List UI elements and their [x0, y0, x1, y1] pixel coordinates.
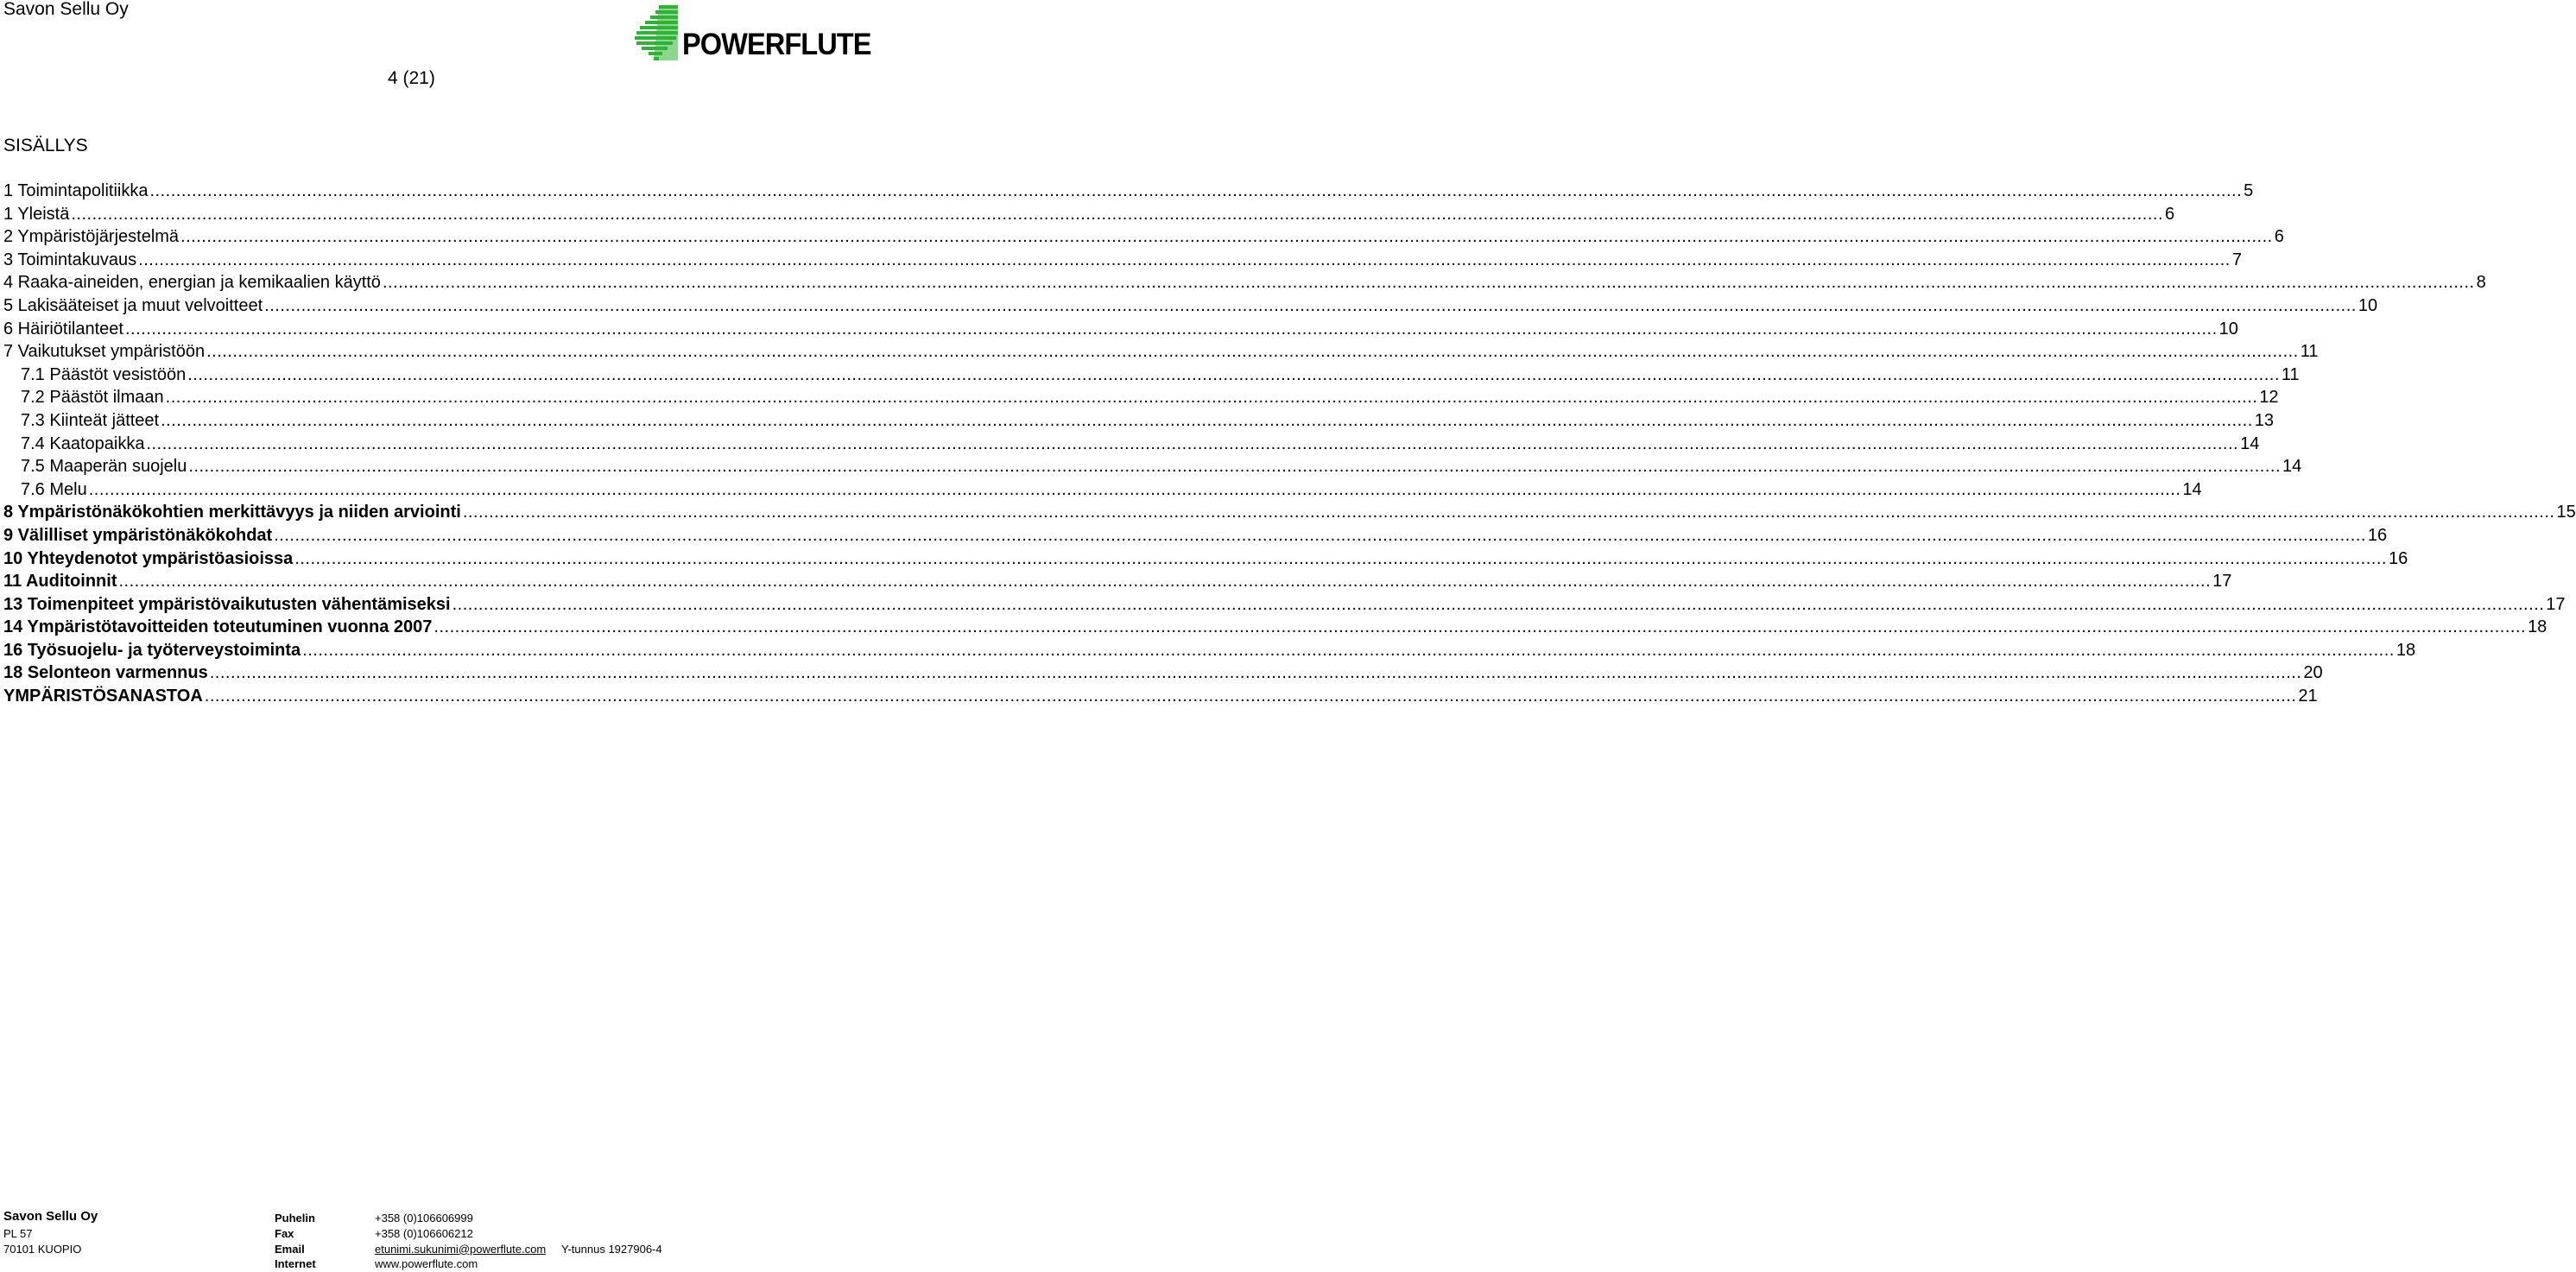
toc-entry[interactable]	[3, 271, 2486, 294]
toc-entry-title: 13 Toimenpiteet ympäristövaikutusten vähentämiseksi	[3, 594, 451, 614]
toc-entry-title: 9 Välilliset ympäristönäkökohdat	[3, 525, 273, 545]
footer-website-link[interactable]: www.powerflute.com	[375, 1257, 478, 1270]
footer-email-link[interactable]: etunimi.sukunimi@powerflute.com	[375, 1242, 547, 1256]
toc-dot-leader: ................................................................................................................................................................................................................................................................................................................................................................................................................	[180, 227, 2273, 247]
toc-entry-page: 14	[2282, 457, 2302, 477]
toc-dot-leader: ................................................................................................................................................................................................................................................................................................................................................................................................................	[118, 572, 2212, 592]
toc-entry-page: 10	[2218, 319, 2238, 339]
toc-entry-page: 13	[2254, 410, 2275, 430]
toc-entry-title: 2 Ympäristöjärjestelmä	[3, 227, 180, 247]
footer-fax-label: Fax	[275, 1227, 294, 1240]
toc-entry[interactable]	[3, 409, 2275, 433]
toc-dot-leader: ................................................................................................................................................................................................................................................................................................................................................................................................................	[382, 273, 2475, 293]
toc-dot-leader: ................................................................................................................................................................................................................................................................................................................................................................................................................	[462, 503, 2555, 522]
toc-entry-title: YMPÄRISTÖSANASTOA	[3, 687, 203, 706]
toc-entry-title: 18 Selonteon varmennus	[3, 663, 208, 683]
toc-entry-title: 7.1 Päästöt vesistöön	[21, 364, 187, 384]
toc-entry-title: 3 Toimintakuvaus	[3, 250, 137, 269]
toc-entry-page: 6	[2165, 204, 2175, 224]
toc-entry-title: 5 Lakisääteiset ja muut velvoitteet	[3, 295, 263, 315]
toc-entry-title: 4 Raaka-aineiden, energian ja kemikaalien käyttö	[3, 273, 381, 293]
toc-entry-title: 6 Häiriötilanteet	[3, 319, 123, 339]
toc-entry[interactable]	[3, 593, 2566, 617]
toc-entry-page: 18	[2396, 640, 2416, 660]
toc-dot-leader: ................................................................................................................................................................................................................................................................................................................................................................................................................	[206, 342, 2299, 362]
toc-entry-title: 14 Ympäristötavoitteiden toteutuminen vuonna 2007	[3, 617, 433, 637]
footer-po-box: PL 57	[3, 1227, 33, 1240]
toc-entry-title: 7.5 Maaperän suojelu	[21, 457, 187, 477]
header-company-name: Savon Sellu Oy	[3, 0, 129, 19]
toc-entry-title: 7.6 Melu	[21, 479, 87, 499]
toc-dot-leader: ................................................................................................................................................................................................................................................................................................................................................................................................................	[274, 525, 2366, 545]
footer-internet-label: Internet	[275, 1257, 316, 1270]
toc-entry[interactable]	[3, 433, 2260, 456]
toc-entry-page: 5	[2244, 181, 2254, 200]
toc-entry-page: 10	[2358, 295, 2378, 315]
toc-entry[interactable]	[3, 661, 2323, 685]
toc-dot-leader: ................................................................................................................................................................................................................................................................................................................................................................................................................	[161, 410, 2253, 430]
toc-entry[interactable]	[3, 294, 2378, 318]
footer-postal-address: 70101 KUOPIO	[3, 1242, 82, 1256]
toc-dot-leader: ................................................................................................................................................................................................................................................................................................................................................................................................................	[149, 181, 2243, 200]
page-number: 4 (21)	[388, 68, 435, 88]
toc-entry-page: 17	[2212, 572, 2232, 592]
toc-dot-leader: ................................................................................................................................................................................................................................................................................................................................................................................................................	[204, 687, 2297, 706]
toc-entry-title: 11 Auditoinnit	[3, 572, 117, 592]
toc-entry[interactable]	[3, 478, 2202, 502]
toc-entry[interactable]	[3, 616, 2548, 639]
toc-entry[interactable]	[3, 386, 2279, 409]
toc-entry-title: 7 Vaikutukset ympäristöön	[3, 342, 206, 362]
toc-entry-page: 12	[2259, 388, 2279, 408]
toc-dot-leader: ................................................................................................................................................................................................................................................................................................................................................................................................................	[264, 295, 2357, 315]
toc-entry-title: 7.3 Kiinteät jätteet	[21, 410, 160, 430]
footer-company-name: Savon Sellu Oy	[3, 1209, 98, 1224]
toc-dot-leader: ................................................................................................................................................................................................................................................................................................................................................................................................................	[188, 457, 2282, 477]
toc-entry-title: 7.2 Päästöt ilmaan	[21, 388, 164, 408]
toc-entry-page: 18	[2528, 617, 2548, 637]
footer-business-id: Y-tunnus 1927906-4	[561, 1242, 662, 1256]
toc-dot-leader: ................................................................................................................................................................................................................................................................................................................................................................................................................	[88, 479, 2181, 499]
toc-entry-page: 21	[2298, 687, 2318, 706]
table-of-contents	[3, 180, 2576, 708]
toc-dot-leader: ................................................................................................................................................................................................................................................................................................................................................................................................................	[146, 433, 2239, 453]
toc-dot-leader: ................................................................................................................................................................................................................................................................................................................................................................................................................	[124, 319, 2218, 339]
toc-entry-page: 15	[2556, 503, 2576, 522]
toc-entry-title: 10 Yhteydenotot ympäristöasioissa	[3, 548, 294, 568]
toc-entry-title: 7.4 Kaatopaikka	[21, 433, 145, 453]
toc-entry-page: 7	[2231, 250, 2242, 269]
toc-dot-leader: ................................................................................................................................................................................................................................................................................................................................................................................................................	[302, 640, 2395, 660]
toc-entry-title: 1 Yleistä	[3, 204, 70, 224]
footer-phone-label: Puhelin	[275, 1212, 315, 1225]
toc-entry-title: 8 Ympäristönäkökohtien merkittävyys ja niiden arviointi	[3, 503, 461, 522]
toc-dot-leader: ................................................................................................................................................................................................................................................................................................................................................................................................................	[452, 594, 2545, 614]
logo-wordmark: POWERFLUTE	[682, 28, 871, 61]
footer-phone-value: +358 (0)106606999	[375, 1212, 473, 1225]
toc-entry[interactable]	[3, 639, 2416, 662]
toc-entry-page: 14	[2182, 479, 2202, 499]
toc-dot-leader: ................................................................................................................................................................................................................................................................................................................................................................................................................	[209, 663, 2302, 683]
toc-entry[interactable]	[3, 364, 2300, 387]
toc-dot-leader: ................................................................................................................................................................................................................................................................................................................................................................................................................	[434, 617, 2527, 637]
toc-dot-leader: ................................................................................................................................................................................................................................................................................................................................................................................................................	[165, 388, 2258, 408]
toc-entry[interactable]	[3, 455, 2302, 478]
footer-fax-value: +358 (0)106606212	[375, 1227, 473, 1240]
toc-entry[interactable]	[3, 547, 2408, 571]
toc-entry[interactable]	[3, 524, 2388, 547]
footer-email-label: Email	[275, 1242, 305, 1256]
toc-entry[interactable]	[3, 203, 2175, 226]
toc-dot-leader: ................................................................................................................................................................................................................................................................................................................................................................................................................	[187, 364, 2280, 384]
powerflute-logo	[633, 3, 871, 62]
toc-entry-page: 20	[2303, 663, 2323, 683]
toc-dot-leader: ................................................................................................................................................................................................................................................................................................................................................................................................................	[71, 204, 2164, 224]
toc-entry[interactable]	[3, 685, 2318, 708]
toc-entry-title: 16 Työsuojelu- ja työterveystoiminta	[3, 640, 301, 660]
toc-heading: SISÄLLYS	[3, 136, 88, 155]
toc-entry-page: 8	[2476, 273, 2486, 293]
toc-entry-page: 14	[2240, 433, 2260, 453]
toc-entry[interactable]	[3, 180, 2254, 203]
toc-entry[interactable]	[3, 318, 2238, 341]
toc-entry-page: 11	[2281, 364, 2300, 384]
toc-entry[interactable]	[3, 501, 2576, 524]
toc-entry[interactable]	[3, 570, 2232, 593]
toc-entry-page: 6	[2274, 227, 2284, 247]
toc-entry-page: 16	[2388, 548, 2408, 568]
toc-dot-leader: ................................................................................................................................................................................................................................................................................................................................................................................................................	[294, 548, 2387, 568]
toc-entry-page: 17	[2546, 594, 2566, 614]
toc-entry[interactable]	[3, 225, 2284, 249]
toc-dot-leader: ................................................................................................................................................................................................................................................................................................................................................................................................................	[138, 250, 2231, 269]
toc-entry[interactable]	[3, 249, 2242, 272]
toc-entry-page: 16	[2367, 525, 2388, 545]
toc-entry-title: 1 Toimintapolitiikka	[3, 181, 149, 200]
toc-entry-page: 11	[2300, 342, 2319, 362]
toc-entry[interactable]	[3, 340, 2319, 364]
